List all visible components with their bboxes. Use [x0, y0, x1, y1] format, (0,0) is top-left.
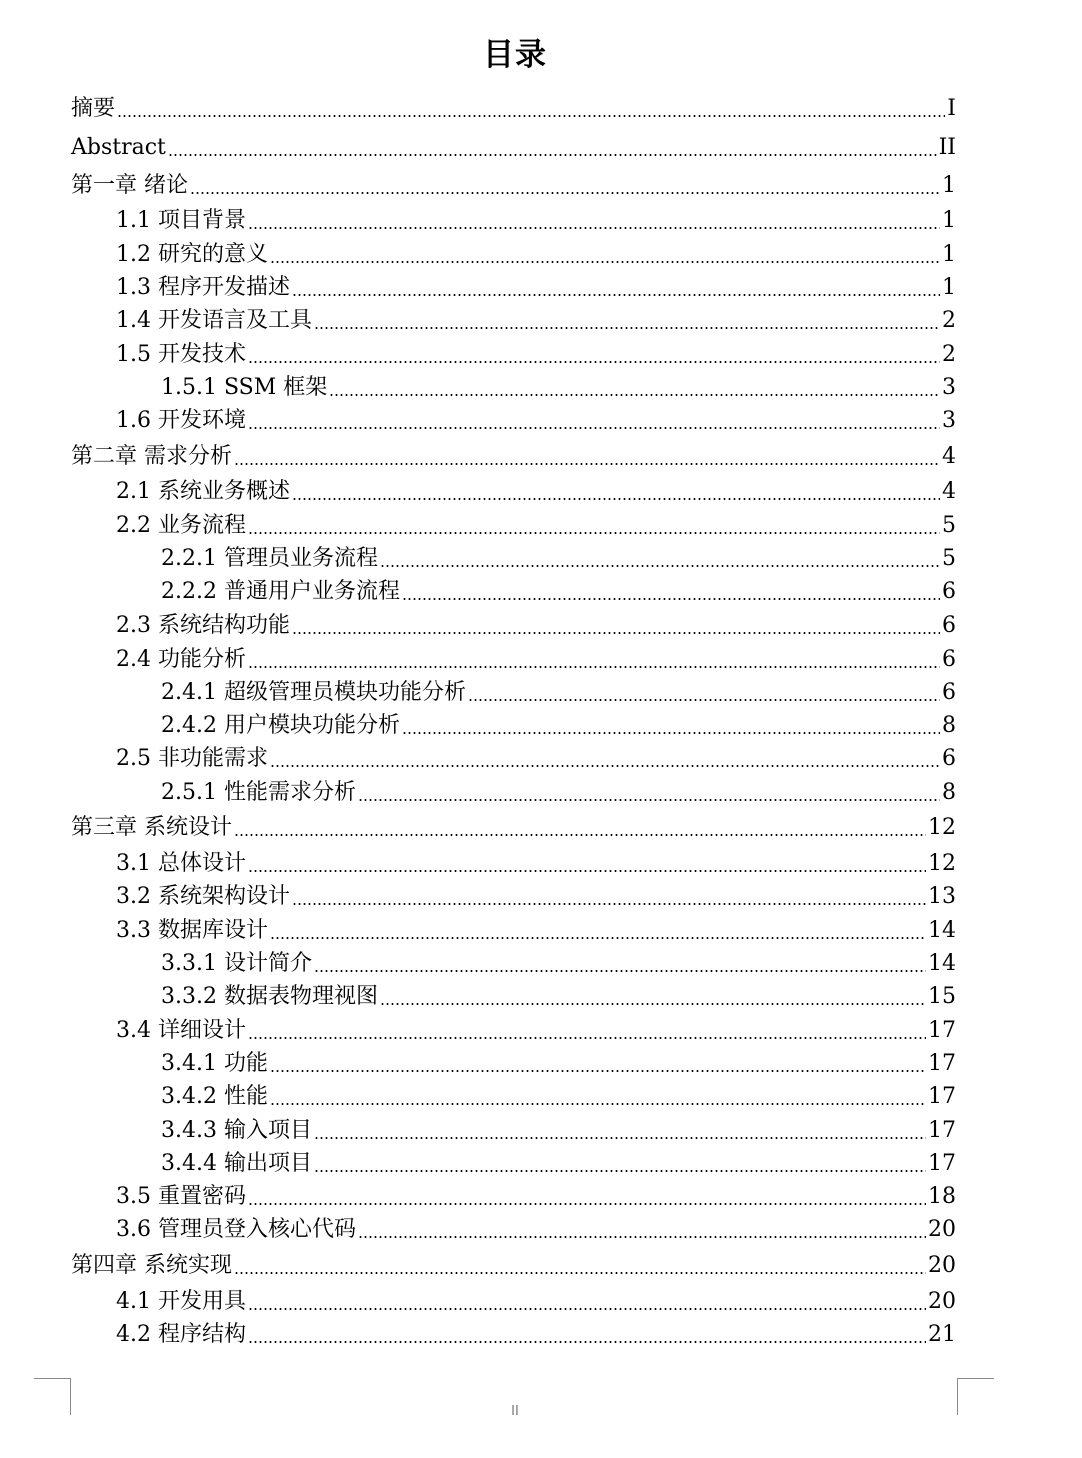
- toc-dot-leader: [292, 632, 940, 634]
- toc-entry[interactable]: [71, 1251, 956, 1281]
- toc-entry-page-number: 2: [942, 308, 956, 333]
- toc-entry-page-number: II: [938, 135, 956, 160]
- toc-entry-page-number: 13: [928, 884, 956, 909]
- toc-entry[interactable]: [161, 544, 956, 574]
- toc-dot-leader: [270, 261, 940, 263]
- toc-entry[interactable]: [116, 882, 956, 912]
- toc-entry-label: 1.5 开发技术: [116, 342, 246, 367]
- toc-dot-leader: [234, 1272, 926, 1274]
- toc-dot-leader: [248, 1037, 926, 1039]
- toc-entry-page-number: 8: [942, 713, 956, 738]
- toc-dot-leader: [248, 870, 926, 872]
- toc-entry-label: 1.6 开发环境: [116, 408, 246, 433]
- toc-dot-leader: [380, 565, 940, 567]
- toc-entry-page-number: 20: [928, 1217, 956, 1242]
- toc-entry-label: 2.4.1 超级管理员模块功能分析: [161, 680, 466, 705]
- toc-entry-page-number: 4: [942, 479, 956, 504]
- toc-entry-label: 3.5 重置密码: [116, 1184, 246, 1209]
- toc-entry[interactable]: [116, 744, 956, 774]
- toc-entry-label: 4.2 程序结构: [116, 1322, 246, 1347]
- toc-entry[interactable]: [116, 511, 956, 541]
- toc-entry-page-number: 17: [928, 1018, 956, 1043]
- toc-dot-leader: [234, 834, 926, 836]
- toc-entry-page-number: 3: [942, 408, 956, 433]
- toc-entry-page-number: 17: [928, 1084, 956, 1109]
- toc-entry-page-number: 4: [942, 444, 956, 469]
- toc-entry-page-number: 17: [928, 1151, 956, 1176]
- toc-entry-page-number: 1: [942, 208, 956, 233]
- toc-entry[interactable]: [116, 916, 956, 946]
- toc-dot-leader: [190, 192, 940, 194]
- toc-dot-leader: [234, 463, 940, 465]
- toc-entry[interactable]: [71, 813, 956, 843]
- toc-entry[interactable]: [116, 849, 956, 879]
- toc-entry-page-number: 1: [942, 275, 956, 300]
- toc-entry[interactable]: [71, 94, 956, 124]
- toc-entry-label: 第二章 需求分析: [71, 444, 232, 469]
- toc-title: 目录: [483, 37, 547, 73]
- toc-dot-leader: [292, 903, 926, 905]
- toc-entry[interactable]: [161, 678, 956, 708]
- toc-entry-label: 2.2.1 管理员业务流程: [161, 546, 378, 571]
- toc-entry[interactable]: [116, 477, 956, 507]
- toc-entry[interactable]: [116, 1016, 956, 1046]
- toc-entry[interactable]: [161, 577, 956, 607]
- toc-entry[interactable]: [116, 240, 956, 270]
- toc-dot-leader: [248, 666, 940, 668]
- toc-entry[interactable]: [116, 273, 956, 303]
- toc-dot-leader: [248, 532, 940, 534]
- toc-entry-label: Abstract: [71, 135, 166, 160]
- toc-entry-page-number: 5: [942, 513, 956, 538]
- toc-entry[interactable]: [116, 611, 956, 641]
- toc-entry-page-number: 21: [928, 1322, 956, 1347]
- toc-dot-leader: [270, 937, 926, 939]
- toc-dot-leader: [380, 1003, 926, 1005]
- toc-entry-label: 3.2 系统架构设计: [116, 884, 290, 909]
- toc-entry[interactable]: [116, 306, 956, 336]
- toc-entry[interactable]: [116, 1320, 956, 1350]
- toc-entry-page-number: 17: [928, 1051, 956, 1076]
- toc-entry[interactable]: [116, 1182, 956, 1212]
- toc-dot-leader: [314, 970, 926, 972]
- toc-entry-page-number: 12: [928, 815, 956, 840]
- toc-entry-label: 1.5.1 SSM 框架: [161, 375, 328, 400]
- toc-entry-page-number: 14: [928, 951, 956, 976]
- toc-entry-label: 4.1 开发用具: [116, 1289, 246, 1314]
- toc-entry[interactable]: [161, 711, 956, 741]
- toc-dot-leader: [248, 427, 940, 429]
- toc-entry-label: 2.2 业务流程: [116, 513, 246, 538]
- toc-dot-leader: [314, 1170, 926, 1172]
- toc-entry-label: 摘要: [71, 96, 116, 121]
- toc-entry-page-number: 2: [942, 342, 956, 367]
- toc-entry[interactable]: [71, 171, 956, 201]
- toc-dot-leader: [270, 1070, 926, 1072]
- toc-entry-page-number: 15: [928, 984, 956, 1009]
- toc-dot-leader: [248, 361, 940, 363]
- toc-dot-leader: [329, 394, 940, 396]
- toc-entry[interactable]: [116, 645, 956, 675]
- toc-entry-label: 3.4.1 功能: [161, 1051, 268, 1076]
- toc-entry-page-number: 6: [942, 680, 956, 705]
- toc-dot-leader: [270, 765, 940, 767]
- toc-entry-page-number: 20: [928, 1253, 956, 1278]
- toc-entry-label: 3.4.3 输入项目: [161, 1118, 312, 1143]
- toc-dot-leader: [358, 799, 940, 801]
- toc-entry[interactable]: [71, 133, 956, 163]
- toc-dot-leader: [402, 598, 940, 600]
- toc-entry-label: 第四章 系统实现: [71, 1253, 232, 1278]
- toc-entry-label: 1.2 研究的意义: [116, 242, 268, 267]
- toc-entry-label: 2.3 系统结构功能: [116, 613, 290, 638]
- toc-entry-page-number: 17: [928, 1118, 956, 1143]
- toc-dot-leader: [314, 1137, 926, 1139]
- toc-entry-label: 2.1 系统业务概述: [116, 479, 290, 504]
- toc-dot-leader: [314, 327, 940, 329]
- toc-entry-page-number: 1: [942, 173, 956, 198]
- toc-entry-label: 3.3.1 设计简介: [161, 951, 312, 976]
- toc-entry[interactable]: [161, 1149, 956, 1179]
- toc-entry-label: 3.4 详细设计: [116, 1018, 246, 1043]
- toc-entry[interactable]: [116, 1215, 956, 1245]
- toc-entry-page-number: 18: [928, 1184, 956, 1209]
- toc-entry-label: 第一章 绪论: [71, 173, 188, 198]
- toc-entry[interactable]: [161, 778, 956, 808]
- toc-entry[interactable]: [161, 949, 956, 979]
- toc-dot-leader: [248, 1341, 926, 1343]
- toc-entry-page-number: 6: [942, 746, 956, 771]
- toc-dot-leader: [292, 498, 940, 500]
- toc-entry[interactable]: [116, 206, 956, 236]
- toc-dot-leader: [402, 732, 940, 734]
- toc-entry-page-number: 8: [942, 780, 956, 805]
- toc-dot-leader: [248, 1203, 926, 1205]
- toc-entry[interactable]: [161, 373, 956, 403]
- toc-entry-label: 3.3.2 数据表物理视图: [161, 984, 378, 1009]
- toc-entry-label: 3.4.4 输出项目: [161, 1151, 312, 1176]
- toc-entry[interactable]: [116, 1287, 956, 1317]
- page-number: II: [511, 1404, 519, 1419]
- toc-entry-page-number: 6: [942, 613, 956, 638]
- toc-entry[interactable]: [161, 1116, 956, 1146]
- toc-entry-label: 1.1 项目背景: [116, 208, 246, 233]
- toc-entry-label: 2.5.1 性能需求分析: [161, 780, 356, 805]
- toc-dot-leader: [358, 1236, 926, 1238]
- toc-dot-leader: [468, 699, 940, 701]
- toc-entry-label: 2.5 非功能需求: [116, 746, 268, 771]
- toc-entry-page-number: 3: [942, 375, 956, 400]
- toc-entry-label: 2.4.2 用户模块功能分析: [161, 713, 400, 738]
- toc-entry-label: 2.4 功能分析: [116, 647, 246, 672]
- toc-entry[interactable]: [116, 406, 956, 436]
- toc-entry-page-number: 5: [942, 546, 956, 571]
- toc-entry-label: 2.2.2 普通用户业务流程: [161, 579, 400, 604]
- toc-entry-page-number: 6: [942, 579, 956, 604]
- toc-entry[interactable]: [71, 442, 956, 472]
- toc-entry-page-number: 12: [928, 851, 956, 876]
- toc-entry-label: 3.3 数据库设计: [116, 918, 268, 943]
- toc-entry-page-number: 14: [928, 918, 956, 943]
- toc-dot-leader: [248, 1308, 926, 1310]
- toc-entry-page-number: 1: [942, 242, 956, 267]
- toc-dot-leader: [168, 154, 937, 156]
- toc-entry-page-number: 6: [942, 647, 956, 672]
- toc-entry-page-number: 20: [928, 1289, 956, 1314]
- toc-dot-leader: [292, 294, 940, 296]
- toc-entry[interactable]: [161, 1082, 956, 1112]
- toc-entry-page-number: I: [947, 96, 956, 121]
- toc-entry[interactable]: [116, 340, 956, 370]
- toc-entry[interactable]: [161, 1049, 956, 1079]
- toc-dot-leader: [117, 115, 945, 117]
- toc-dot-leader: [270, 1103, 926, 1105]
- toc-entry-label: 1.3 程序开发描述: [116, 275, 290, 300]
- toc-entry-label: 第三章 系统设计: [71, 815, 232, 840]
- toc-dot-leader: [248, 227, 940, 229]
- toc-entry-label: 1.4 开发语言及工具: [116, 308, 312, 333]
- toc-entry-label: 3.1 总体设计: [116, 851, 246, 876]
- toc-entry-label: 3.4.2 性能: [161, 1084, 268, 1109]
- toc-entry-label: 3.6 管理员登入核心代码: [116, 1217, 356, 1242]
- toc-entry[interactable]: [161, 982, 956, 1012]
